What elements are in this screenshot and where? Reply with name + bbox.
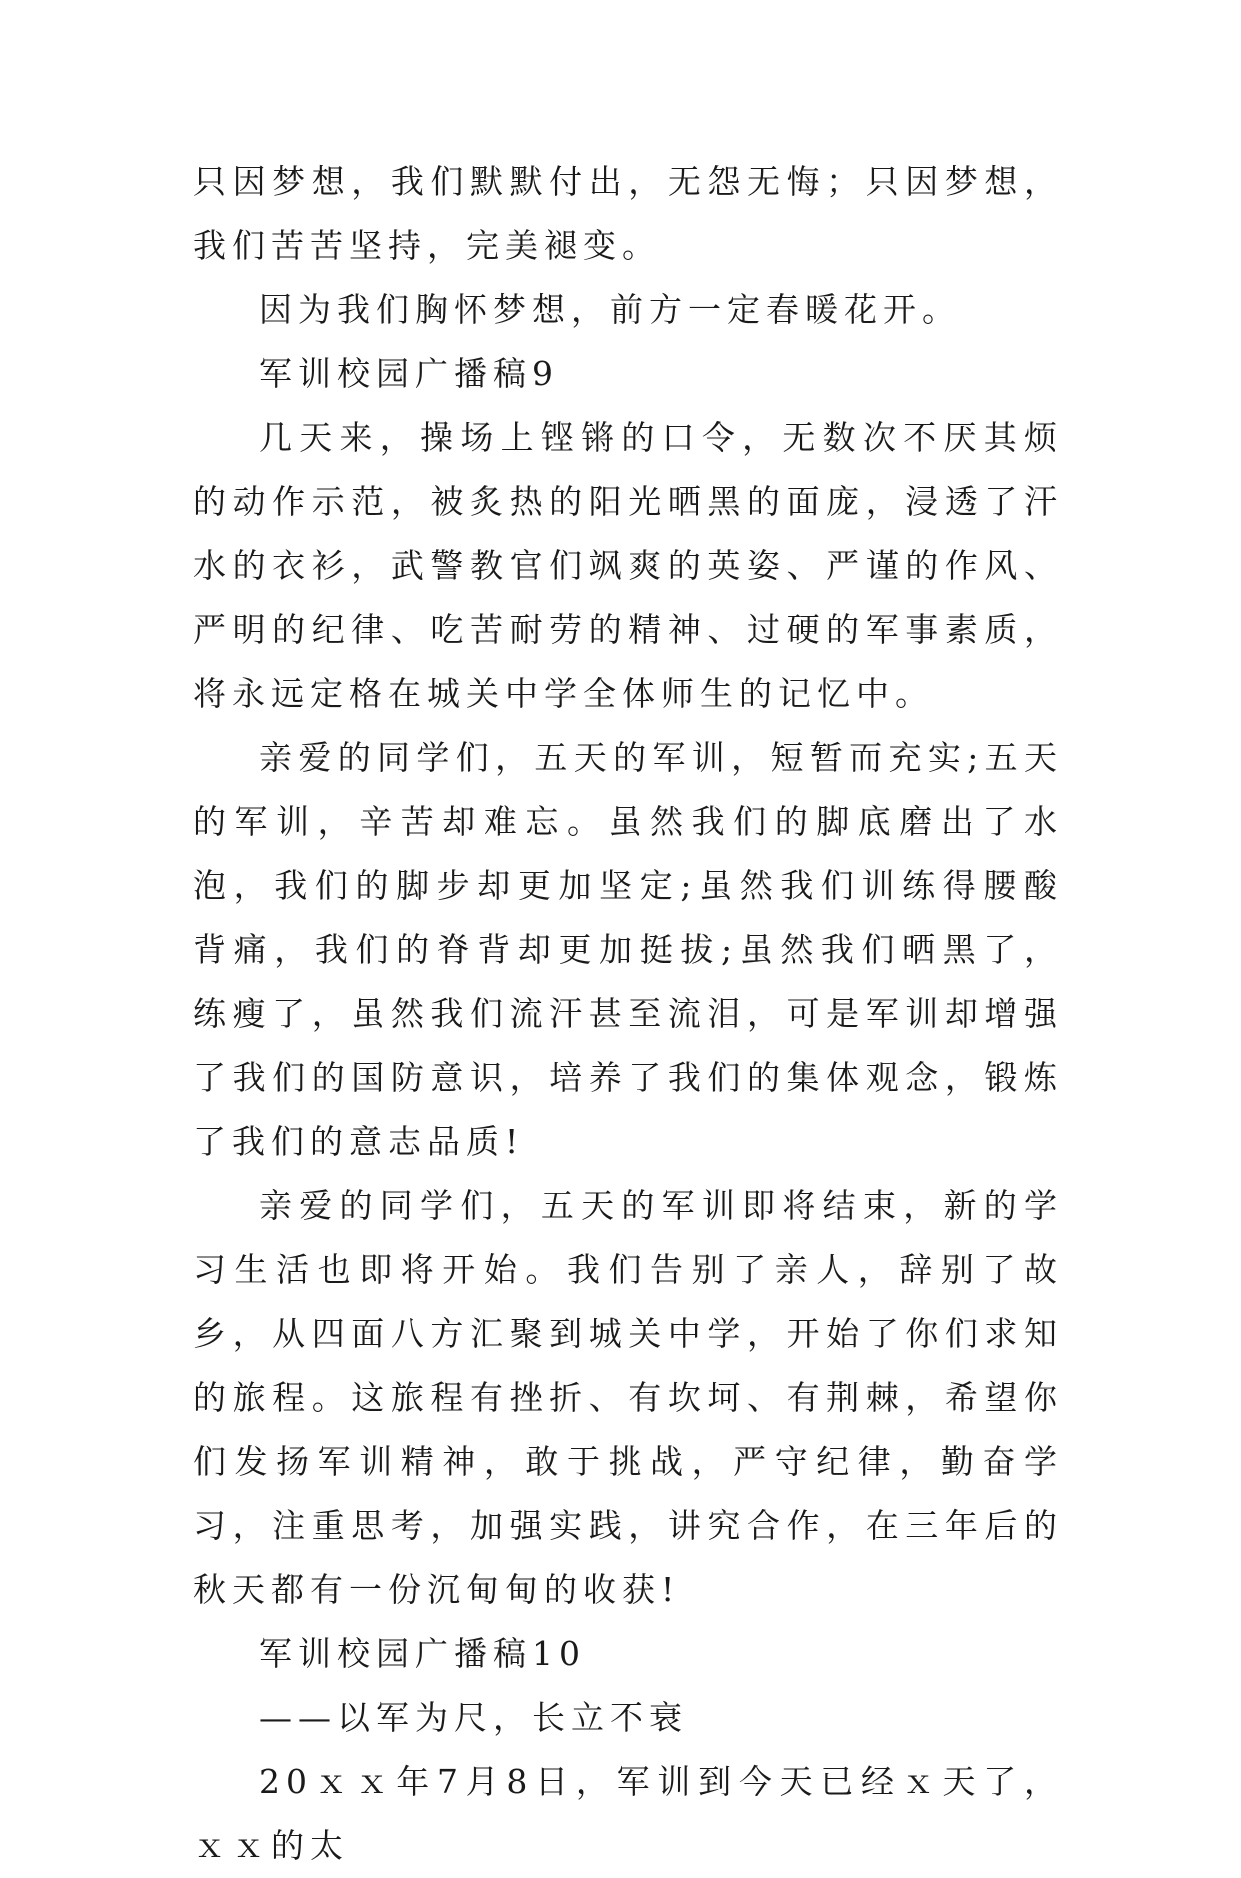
document-body	[193, 150, 1063, 1878]
paragraph-6: 20ｘｘ年7月8日，军训到今天已经ｘ天了，ｘｘ的太	[193, 1762, 1063, 1865]
section-subtitle: ——以军为尺，长立不衰	[259, 1698, 688, 1737]
section-heading-9: 军训校园广播稿9	[259, 354, 559, 393]
paragraph-3: 几天来，操场上铿锵的口令，无数次不厌其烦的动作示范，被炙热的阳光晒黑的面庞，浸透了汗水的衣衫，武警教官们飒爽的英姿、严谨的作风、严明的纪律、吃苦耐劳的精神、过硬的军事素质，将永远定格在城关中学全体师生的记忆中。	[193, 418, 1063, 713]
paragraph-1: 只因梦想，我们默默付出，无怨无悔；只因梦想，我们苦苦坚持，完美褪变。	[193, 162, 1063, 265]
paragraph-5: 亲爱的同学们，五天的军训即将结束，新的学习生活也即将开始。我们告别了亲人，辞别了故乡，从四面八方汇聚到城关中学，开始了你们求知的旅程。这旅程有挫折、有坎坷、有荆棘，希望你们发扬军训精神，敢于挑战，严守纪律，勤奋学习，注重思考，加强实践，讲究合作，在三年后的秋天都有一份沉甸甸的收获!	[193, 1186, 1063, 1609]
paragraph-4: 亲爱的同学们，五天的军训，短暂而充实;五天的军训，辛苦却难忘。虽然我们的脚底磨出了水泡，我们的脚步却更加坚定;虽然我们训练得腰酸背痛，我们的脊背却更加挺拔;虽然我们晒黑了，练瘦了，虽然我们流汗甚至流泪，可是军训却增强了我们的国防意识，培养了我们的集体观念，锻炼了我们的意志品质!	[193, 738, 1063, 1161]
section-heading-10: 军训校园广播稿10	[259, 1634, 586, 1673]
paragraph-2: 因为我们胸怀梦想，前方一定春暖花开。	[259, 290, 961, 329]
